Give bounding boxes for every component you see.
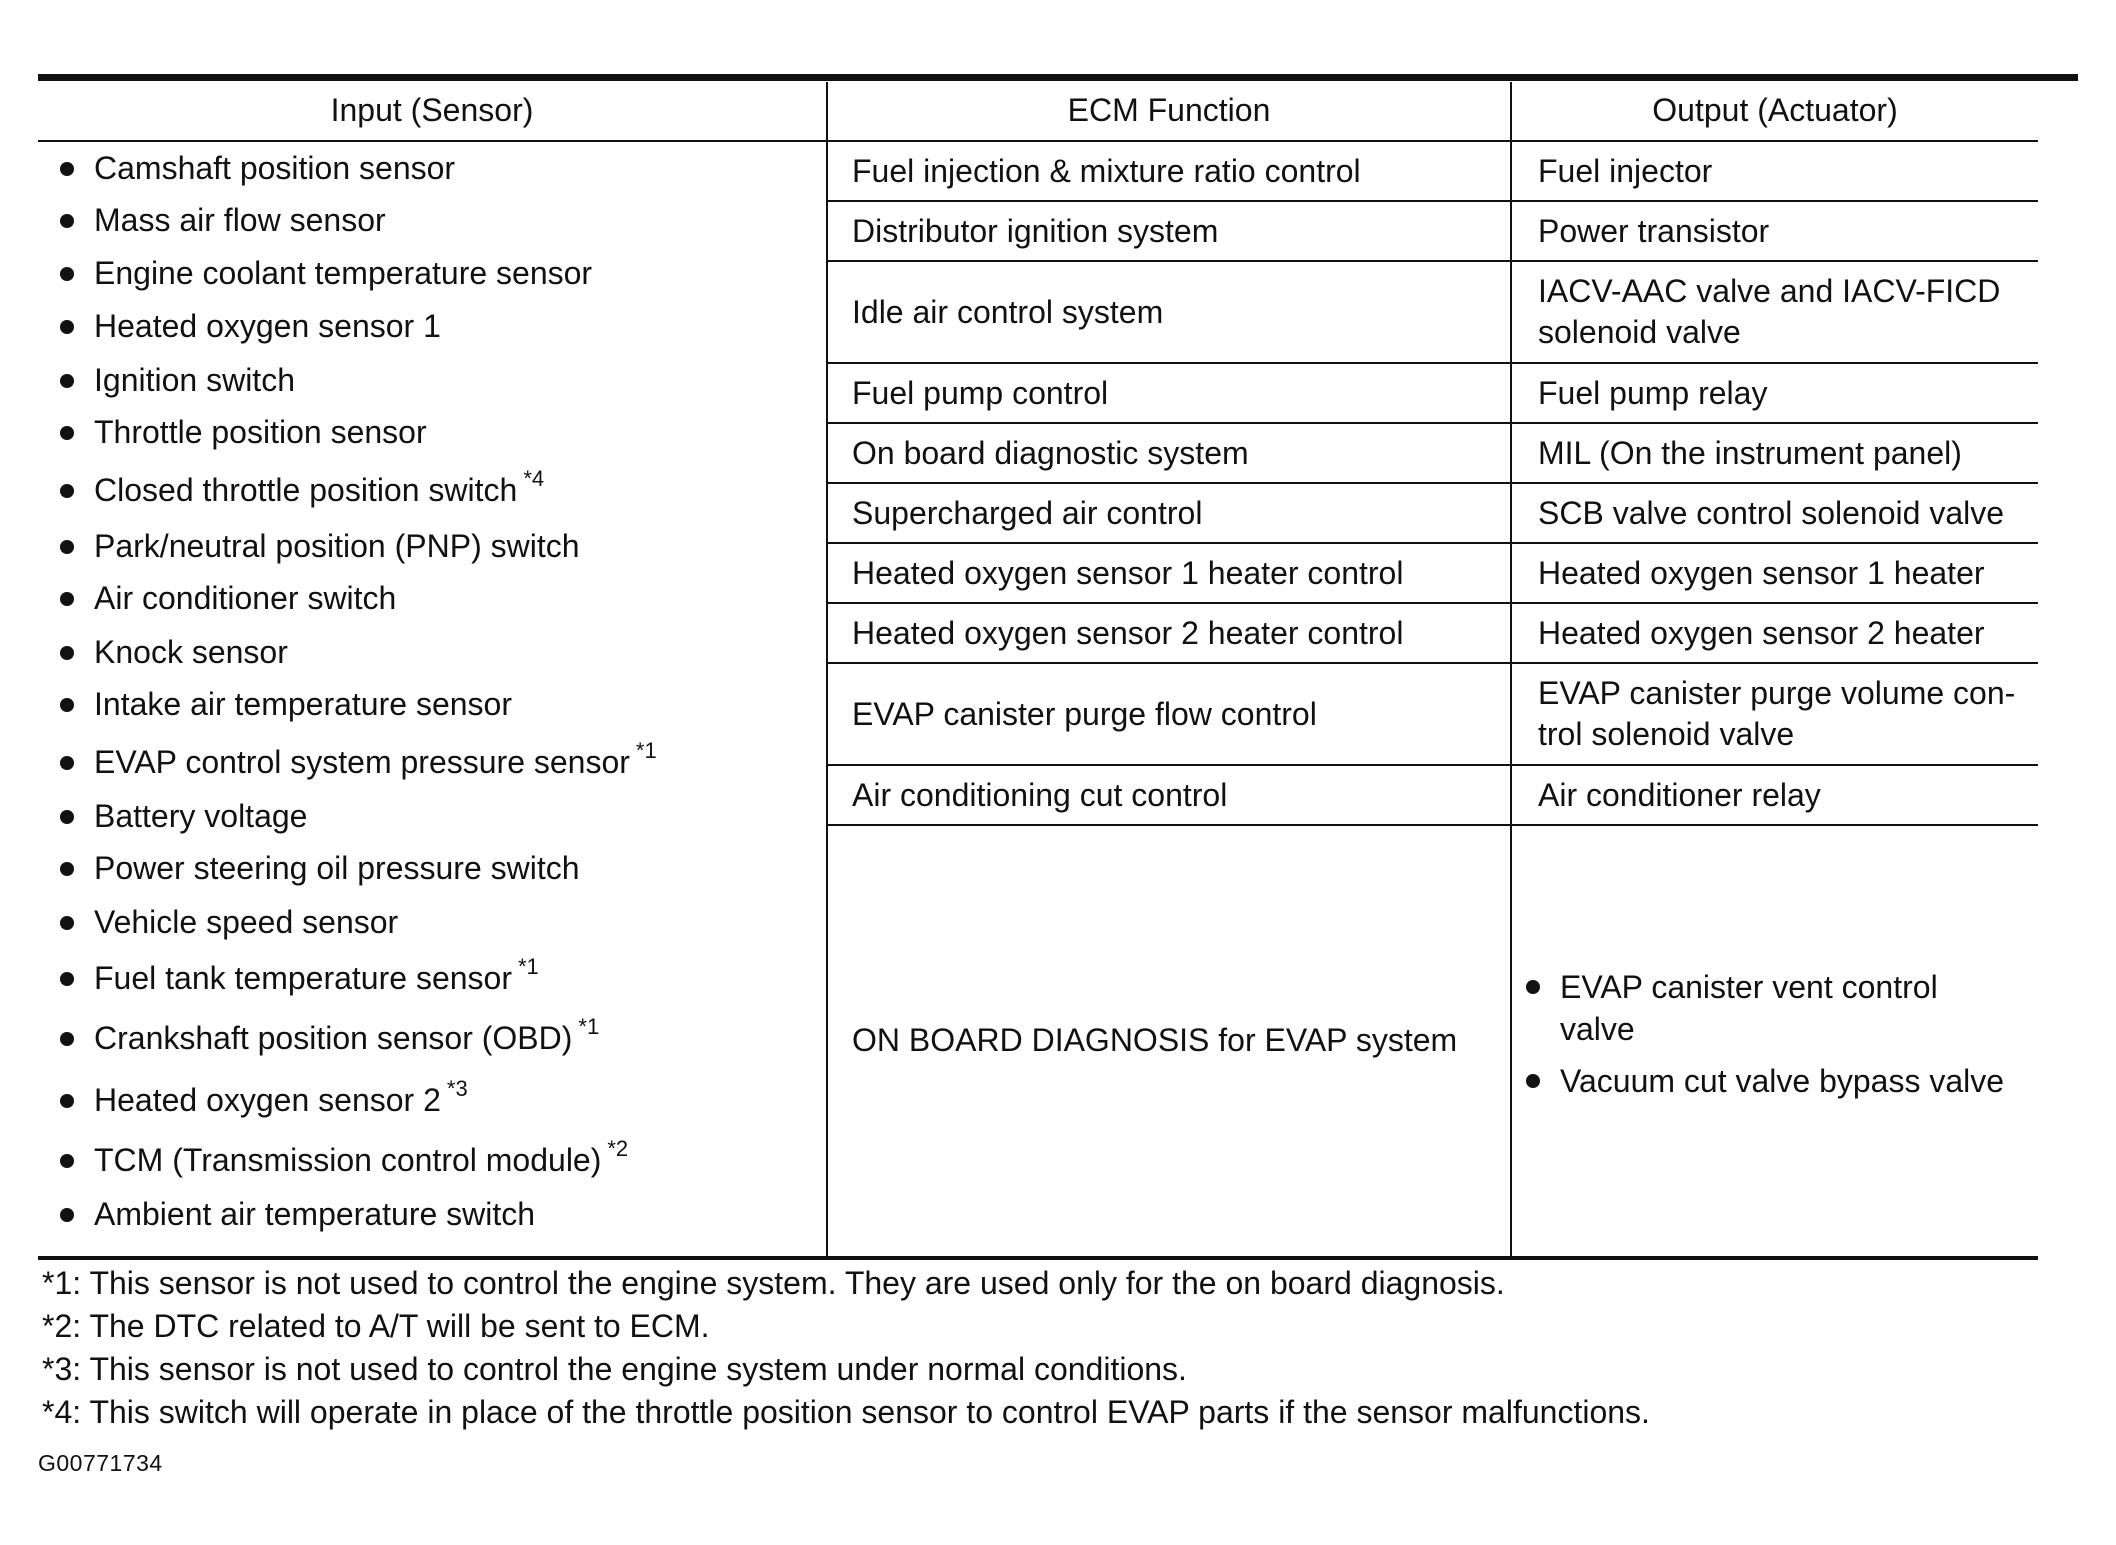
bullet-icon [60, 916, 74, 930]
bullet-icon [60, 374, 74, 388]
bullet-icon [60, 484, 74, 498]
input-sensor-item [60, 850, 580, 887]
footnote: *1: This sensor is not used to control the engine system. They are used only for the on board diagnosis. [42, 1265, 1505, 1301]
bullet-icon [60, 320, 74, 334]
input-sensor-label: Mass air flow sensor [94, 202, 386, 238]
bullet-icon [60, 1208, 74, 1222]
output-actuator-label: Fuel pump relay [1538, 374, 1768, 411]
output-actuator-label: Heated oxygen sensor 1 heater [1538, 554, 1985, 591]
ecm-function-label: Air conditioning cut control [852, 776, 1228, 813]
row-separator [828, 824, 2038, 826]
input-sensor-label: Battery voltage [94, 798, 308, 834]
input-sensor-item [60, 1075, 468, 1119]
bullet-icon [60, 646, 74, 660]
ecm-function-label: Idle air control system [852, 293, 1164, 330]
input-sensor-item [60, 1135, 629, 1179]
bottom-rule [38, 1256, 2038, 1260]
bullet-icon [60, 162, 74, 176]
obd-output-item: Vacuum cut valve bypass valve [1526, 1060, 2046, 1102]
ecm-function-cell [852, 544, 1502, 602]
output-actuator-cell [1538, 424, 2038, 482]
input-sensor-label: Fuel tank temperature sensor [94, 960, 512, 996]
footnote: *2: The DTC related to A/T will be sent to ECM. [42, 1308, 710, 1344]
footnotes [42, 1262, 2082, 1434]
bullet-icon [60, 756, 74, 770]
ecm-function-cell [852, 484, 1502, 542]
input-sensor-label: Heated oxygen sensor 1 [94, 308, 441, 344]
header-output: Output (Actuator) [1652, 91, 1898, 128]
bullet-icon [60, 592, 74, 606]
output-actuator-cell [1538, 142, 2038, 200]
input-sensor-label: Engine coolant temperature sensor [94, 255, 593, 291]
output-actuator-cell [1538, 544, 2038, 602]
output-actuator-label: EVAP canister purge volume con- trol solenoid valve [1538, 675, 2016, 752]
input-sensor-item [60, 1013, 600, 1057]
bullet-icon [60, 1032, 74, 1046]
output-actuator-cell [1538, 604, 2038, 662]
output-actuator-cell [1538, 664, 2038, 764]
input-sensor-item [60, 362, 295, 399]
obd-output-item: EVAP canister vent control valve [1526, 966, 2046, 1050]
input-sensor-item [60, 1196, 535, 1233]
input-sensor-label: Intake air temperature sensor [94, 686, 512, 722]
input-sensor-label: EVAP control system pressure sensor [94, 744, 630, 780]
ecm-function-label: On board diagnostic system [852, 434, 1249, 471]
ecm-function-cell [852, 202, 1502, 260]
output-actuator-cell [1538, 364, 2038, 422]
bullet-icon [60, 267, 74, 281]
ecm-function-label: Distributor ignition system [852, 212, 1219, 249]
input-sensor-item [60, 580, 396, 617]
ecm-function-cell [852, 766, 1502, 824]
footnote-ref: *3 [446, 1075, 468, 1101]
input-sensor-label: Air conditioner switch [94, 580, 397, 616]
bullet-icon [60, 698, 74, 712]
output-actuator-cell [1538, 202, 2038, 260]
ecm-function-cell [852, 424, 1502, 482]
input-sensor-item [60, 634, 288, 671]
input-sensor-item [60, 953, 539, 997]
output-actuator-label: Power transistor [1538, 212, 1770, 249]
output-actuator-cell [1538, 262, 2038, 362]
footnote-ref: *2 [607, 1135, 629, 1161]
output-actuator-label: Air conditioner relay [1538, 776, 1821, 813]
input-sensor-item [60, 255, 592, 292]
input-sensor-item [60, 465, 545, 509]
ecm-function-label: Fuel pump control [852, 374, 1109, 411]
input-sensor-item [60, 528, 580, 565]
footnote-ref: *1 [517, 953, 539, 979]
ecm-function-cell [852, 364, 1502, 422]
input-sensor-item [60, 798, 307, 835]
ecm-function-label: Heated oxygen sensor 2 heater control [852, 614, 1404, 651]
output-actuator-label: MIL (On the instrument panel) [1538, 434, 1962, 471]
figure-id: G00771734 [38, 1450, 163, 1476]
footnote-ref: *4 [523, 465, 545, 491]
header-ecm-function: ECM Function [1067, 91, 1271, 128]
ecm-function-label: Fuel injection & mixture ratio control [852, 152, 1361, 189]
bullet-icon [60, 1154, 74, 1168]
input-sensor-label: Closed throttle position switch [94, 472, 518, 508]
ecm-function-label: Heated oxygen sensor 1 heater control [852, 554, 1404, 591]
bullet-icon [60, 862, 74, 876]
bullet-icon [1526, 1074, 1540, 1088]
input-sensor-item [60, 202, 386, 239]
bullet-icon [60, 810, 74, 824]
bullet-icon [60, 214, 74, 228]
footnote-ref: *1 [578, 1013, 600, 1039]
output-actuator-label: SCB valve control solenoid valve [1538, 494, 2005, 531]
ecm-function-label: EVAP canister purge flow control [852, 695, 1317, 732]
output-actuator-cell [1538, 484, 2038, 542]
input-sensor-item [60, 904, 398, 941]
input-sensor-item [60, 150, 455, 187]
input-sensor-label: Crankshaft position sensor (OBD) [94, 1020, 573, 1056]
input-sensor-label: Ignition switch [94, 362, 295, 398]
ecm-function-cell [852, 604, 1502, 662]
input-sensor-label: Heated oxygen sensor 2 [94, 1082, 441, 1118]
bullet-icon [60, 426, 74, 440]
input-sensor-label: TCM (Transmission control module) [94, 1142, 602, 1178]
input-sensor-label: Power steering oil pressure switch [94, 850, 580, 886]
obd-output-list [1526, 966, 2046, 1112]
output-actuator-label: IACV-AAC valve and IACV-FICD solenoid valve [1538, 273, 2001, 350]
ecm-function-cell [852, 142, 1502, 200]
input-sensor-label: Camshaft position sensor [94, 150, 456, 186]
footnote: *3: This sensor is not used to control the engine system under normal conditions. [42, 1351, 1187, 1387]
column-divider-1 [826, 82, 828, 1258]
input-sensor-label: Knock sensor [94, 634, 288, 670]
input-sensor-item [60, 737, 657, 781]
input-sensor-label: Throttle position sensor [94, 414, 427, 450]
footnote-ref: *1 [635, 737, 657, 763]
footnote: *4: This switch will operate in place of the throttle position sensor to control EVAP parts if the sensor malfunctions. [42, 1394, 1650, 1430]
ecm-function-cell [852, 262, 1502, 362]
ecm-function-cell [852, 664, 1502, 764]
ecm-function-label: Supercharged air control [852, 494, 1203, 531]
header-input: Input (Sensor) [330, 91, 534, 128]
input-sensor-label: Park/neutral position (PNP) switch [94, 528, 580, 564]
input-sensor-label: Vehicle speed sensor [94, 904, 399, 940]
column-divider-2 [1510, 82, 1512, 1258]
output-actuator-label: Fuel injector [1538, 152, 1713, 189]
bullet-icon [1526, 980, 1540, 994]
top-rule [38, 74, 2078, 81]
output-actuator-cell [1538, 766, 2038, 824]
input-sensor-item [60, 308, 441, 345]
input-sensor-item [60, 414, 427, 451]
output-actuator-label: Heated oxygen sensor 2 heater [1538, 614, 1985, 651]
bullet-icon [60, 972, 74, 986]
bullet-icon [60, 540, 74, 554]
bullet-icon [60, 1094, 74, 1108]
obd-function: ON BOARD DIAGNOSIS for EVAP system [852, 1021, 1458, 1058]
input-sensor-item [60, 686, 512, 723]
input-sensor-label: Ambient air temperature switch [94, 1196, 536, 1232]
